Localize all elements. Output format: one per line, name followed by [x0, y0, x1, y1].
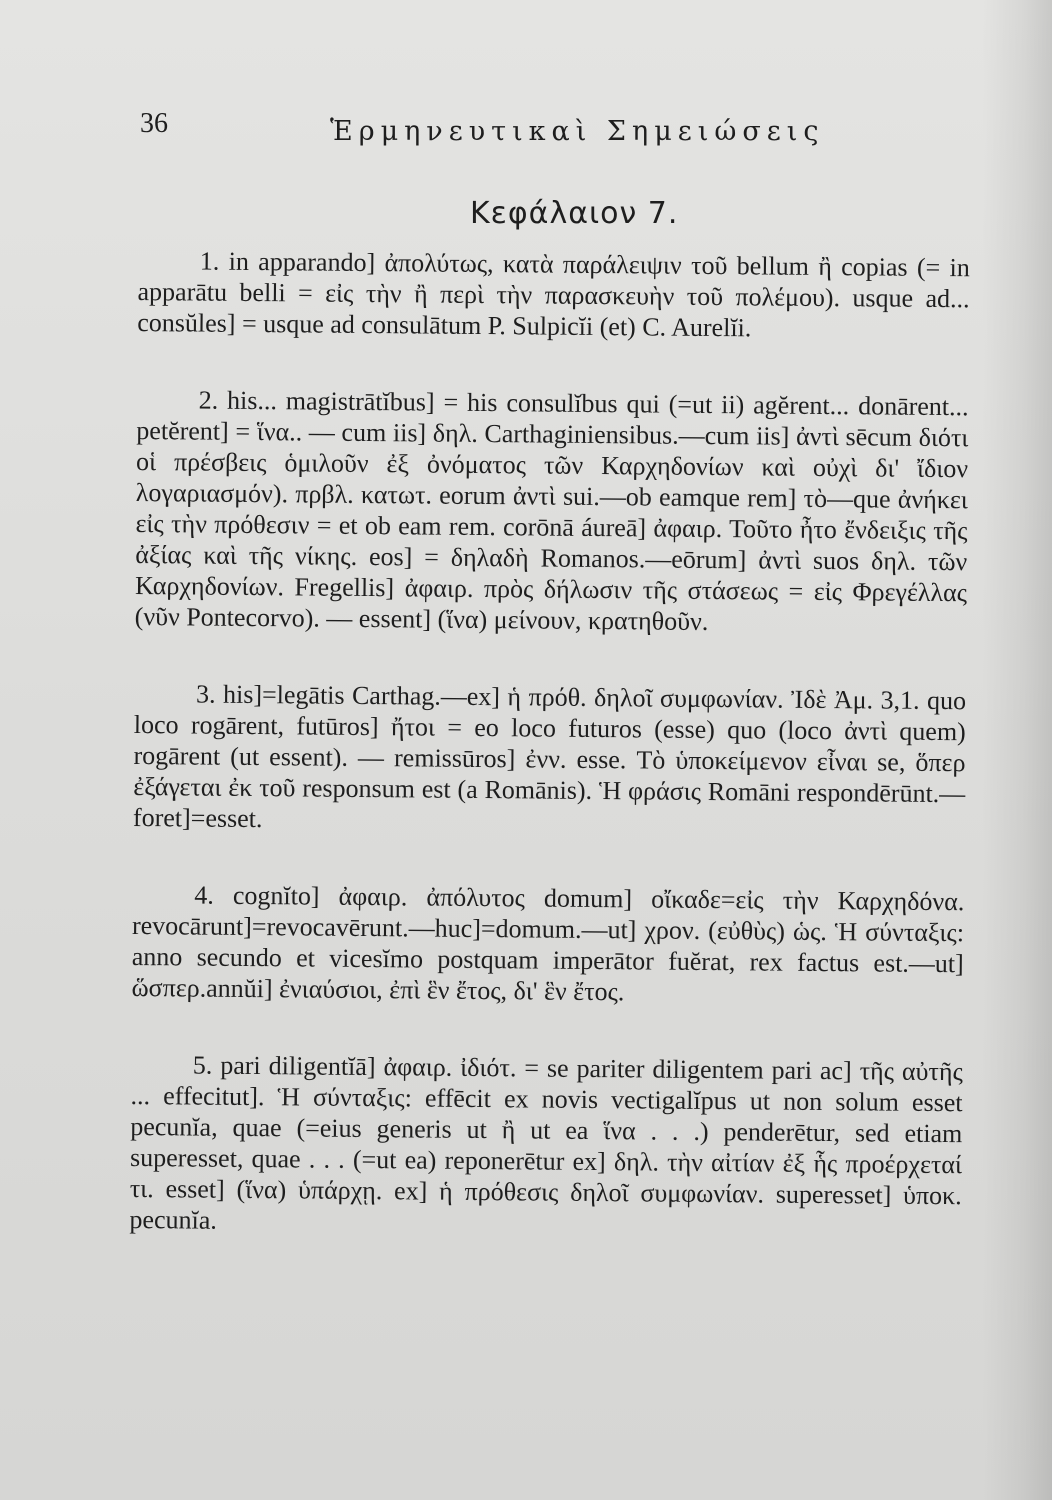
- note-paragraph-5: 5. pari diligentĭā] ἀφαιρ. ἰδιότ. = se pariter diligentem pari ac] τῆς αὐτῆς ... effecitut]. Ἡ σύνταξις: effēcit ex novis vectigalĭpus ut non solum esset pecunĭa, quae (=eius generis ut ἢ ut ea ἵνα . . .) penderētur, sed etiam superesset, quae . . . (=ut ea) reponerētur ex] δηλ. τὴν αἰτίαν ἐξ ἧς προέρχεταί τι. esset] (ἵνα) ὑπάρχῃ. ex] ἡ πρόθεσις δηλοῖ συμφωνίαν. superesset] ὑποκ. pecunĭa.: [129, 1050, 963, 1235]
- page-header: [140, 108, 960, 158]
- note-paragraph-4: 4. cognĭto] ἀφαιρ. ἀπόλυτος domum] οἴκαδε=εἰς τὴν Καρχηδόνα. revocārunt]=revocavērunt.—huc]=domum.—ut] χρον. (εὐθὺς) ὡς. Ἡ σύνταξις: anno secundo et vicesĭmo postquam imperātor fuĕrat, rex factus est.—ut] ὥσπερ.annŭi] ἐνιαύσιοι, ἐπὶ ἓν ἔτος, δι' ἓν ἔτος.: [131, 880, 965, 1007]
- note-paragraph-3: 3. his]=legātis Carthag.—ex] ἡ πρόθ. δηλοῖ συμφωνίαν. Ἰδὲ Ἀμ. 3,1. quo loco rogārent, futūros] ἤτοι = eo loco futuros (esse) quo (loco ἀντὶ quem) rogārent (ut essent). — remissūros] ἐνν. esse. Τὸ ὑποκείμενον εἶναι se, ὅπερ ἐξάγεται ἐκ τοῦ responsum est (a Romānis). Ἡ φράσις Romāni respondērūnt.—foret]=esset.: [132, 679, 967, 834]
- chapter-title: Κεφάλαιον 7.: [470, 196, 679, 231]
- note-paragraph-2: 2. his... magistrātĭbus] = his consulĭbus qui (=ut ii) agĕrent... donārent... petĕrent] = ἵνα.. — cum iis] δηλ. Carthaginiensibus.—cum iis] ἀντὶ sēcum διότι οἱ πρέσβεις ὁμιλοῦν ἐξ ὀνόματος τῶν Καρχηδονίων καὶ οὐχὶ δι' ἴδιον λογαριασμόν). πρβλ. κατωτ. eorum ἀντὶ sui.—ob eamque rem] τὸ—que ἀνήκει εἰς τὴν πρόθεσιν = et ob eam rem. corōnā áureā] ἀφαιρ. Τοῦτο ἦτο ἔνδειξις τῆς ἀξίας καὶ τῆς νίκης. eos] = δηλαδὴ Romanos.—eōrum] ἀντὶ suos δηλ. τῶν Καρχηδονίων. Fregellis] ἀφαιρ. πρὸς δήλωσιν τῆς στάσεως = εἰς Φρεγέλλας (νῦν Pontecorvo). — essent] (ἵνα) μείνουν, κρατηθοῦν.: [134, 385, 969, 636]
- page-edge-shadow: [982, 0, 1052, 1500]
- page-number: 36: [140, 108, 168, 139]
- commentary-body: [129, 245, 970, 1242]
- note-paragraph-1: 1. in apparando] ἀπολύτως, κατὰ παράλειψιν τοῦ bellum ἢ copias (= in apparātu belli = εἰς τὴν ἢ περὶ τὴν παρασκευὴν τοῦ πολέμου). usque ad... consŭles] = usque ad consulātum P. Sulpicĭi (et) C. Aurelĭi.: [137, 246, 970, 343]
- running-title: Ἑρμηνευτικαὶ Σημειώσεις: [330, 116, 825, 147]
